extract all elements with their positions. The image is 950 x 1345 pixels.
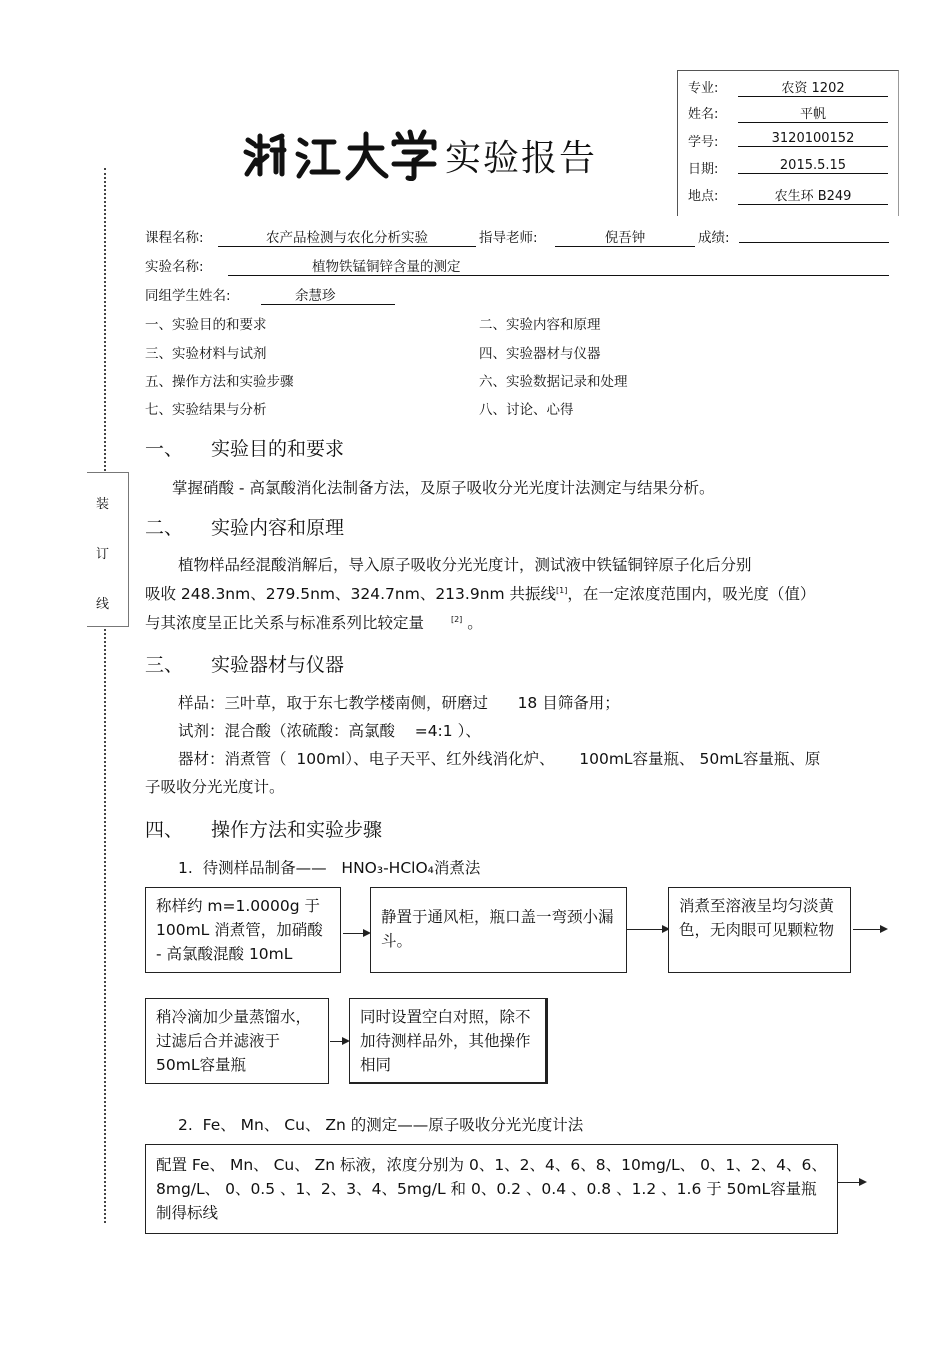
section-2-line3 (145, 611, 483, 633)
section-1-title: 实验目的和要求 (211, 438, 345, 460)
toc-item: 七、实验结果与分析 (145, 402, 267, 418)
step-2-heading: 2. Fe、 Mn、 Cu、 Zn 的测定——原子吸收分光光度计法 (178, 1116, 584, 1134)
toc-item: 三、实验材料与试剂 (145, 346, 267, 362)
binding-dotted-line (104, 168, 106, 1223)
grade-field (739, 226, 889, 243)
place-value: 农生环 B249 (738, 185, 888, 205)
place-label: 地点: (688, 189, 719, 204)
reagent-text: 试剂：混合酸（浓硫酸：高氯酸 =4:1 ）、 (178, 722, 481, 740)
binding-label-box (87, 472, 129, 627)
report-title: 实验报告 (445, 138, 598, 179)
partner-name: 余慧珍 (261, 284, 395, 305)
section-4-title: 操作方法和实验步骤 (211, 819, 383, 841)
section-3-number: 三、 (145, 654, 184, 676)
teacher-label: 指导老师: (479, 230, 538, 246)
flow-box-stand: 静置于通风柜，瓶口盖一弯颈小漏斗。 (370, 887, 627, 973)
section-1-number: 一、 (145, 438, 184, 460)
binding-char: 订 (96, 547, 110, 562)
toc-item: 五、操作方法和实验步骤 (145, 374, 294, 390)
partner-label: 同组学生姓名: (145, 288, 231, 304)
flow-box-standards: 配置 Fe、 Mn、 Cu、 Zn 标液，浓度分别为 0、1、2、4、6、8、10mg/L、 0、1、2、4、6、8mg/L、 0、0.5 、1、2、3、4、5mg/L 和 0、0.2 、0.4 、0.8 、1.2 、1.6 于 50mL容量瓶制得标线 (145, 1144, 838, 1234)
section-2-line2b: ，在一定浓度范围内，吸光度（值） (567, 585, 816, 603)
name-label: 姓名: (688, 107, 719, 122)
flow-box-blank: 同时设置空白对照，除不加待测样品外，其他操作相同 (349, 998, 548, 1084)
flow-box-weigh: 称样约 m=1.0000g 于 100mL 消煮管，加硝酸 - 高氯酸混酸 10mL (145, 887, 341, 973)
grade-label: 成绩: (698, 230, 730, 246)
equipment-text-2: 子吸收分光光度计。 (145, 778, 285, 796)
id-label: 学号: (688, 135, 719, 150)
section-2-line2a: 吸收 248.3nm、279.5nm、324.7nm、213.9nm 共振线 (145, 585, 557, 603)
course-label: 课程名称: (145, 230, 204, 246)
step-1-heading: 1. 待测样品制备—— HNO₃-HClO₄消煮法 (178, 859, 481, 877)
id-value: 3120100152 (738, 131, 888, 147)
course-name: 农产品检测与农化分析实验 (218, 226, 476, 247)
reference-2: [2] (450, 614, 463, 624)
section-2-title: 实验内容和原理 (211, 517, 345, 539)
arrow-icon (838, 1182, 865, 1183)
binding-char: 装 (96, 497, 110, 512)
toc-item: 四、实验器材与仪器 (479, 346, 601, 362)
section-2-line2 (145, 582, 815, 604)
student-info-box (677, 70, 899, 216)
section-2-line1: 植物样品经混酸消解后，导入原子吸收分光光度计，测试液中铁锰铜锌原子化后分别 (178, 556, 752, 574)
reference-1: [1] (556, 585, 568, 595)
binding-char: 线 (96, 597, 110, 612)
flow-box-digest: 消煮至溶液呈均匀淡黄色，无肉眼可见颗粒物 (668, 887, 851, 973)
arrow-icon (853, 929, 886, 930)
arrow-icon (343, 933, 369, 934)
sample-text: 样品：三叶草，取于东七教学楼南侧，研磨过 18 目筛备用； (178, 694, 620, 712)
experiment-label: 实验名称: (145, 259, 204, 275)
section-4-number: 四、 (145, 819, 184, 841)
toc-item: 八、讨论、心得 (479, 402, 574, 418)
section-2-number: 二、 (145, 517, 184, 539)
major-value: 农资 1202 (738, 77, 888, 97)
flow-box-filter: 稍冷滴加少量蒸馏水，过滤后合并滤液于 50mL容量瓶 (145, 998, 329, 1084)
toc-item: 六、实验数据记录和处理 (479, 374, 628, 390)
name-value: 平帆 (738, 103, 888, 123)
section-2-line3a: 与其浓度呈正比关系与标准系列比较定量 (145, 614, 425, 632)
experiment-name: 植物铁锰铜锌含量的测定 (228, 255, 889, 276)
toc-item: 二、实验内容和原理 (479, 317, 601, 333)
arrow-icon (627, 929, 668, 930)
section-3-title: 实验器材与仪器 (211, 654, 345, 676)
major-label: 专业: (688, 81, 719, 96)
section-2-line3b: 。 (467, 614, 483, 632)
arrow-icon (330, 1041, 348, 1042)
toc-item: 一、实验目的和要求 (145, 317, 267, 333)
section-1-text: 掌握硝酸 - 高氯酸消化法制备方法，及原子吸收分光光度计法测定与结果分析。 (172, 479, 715, 497)
teacher-name: 倪吾钟 (555, 226, 695, 247)
date-label: 日期: (688, 162, 719, 177)
date-value: 2015.5.15 (738, 158, 888, 174)
equipment-text-1: 器材：消煮管（ 100ml）、电子天平、红外线消化炉、 100mL容量瓶、 50mL容量瓶、原 (178, 750, 821, 768)
zhejiang-university-logo (242, 126, 442, 181)
